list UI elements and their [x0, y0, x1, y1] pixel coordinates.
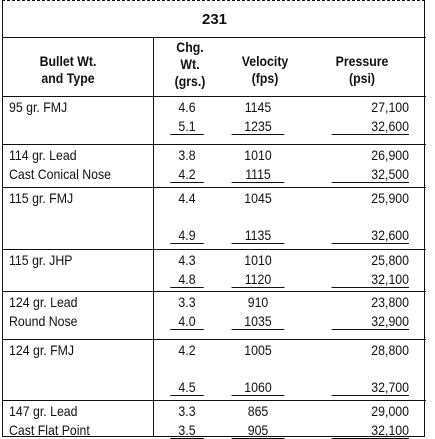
- header-bullet-line2: and Type: [41, 70, 95, 86]
- header-charge-line1: Chg.: [176, 39, 204, 55]
- bullet-label: 147 gr. Lead: [9, 403, 78, 419]
- velocity-value: 1005: [244, 342, 272, 358]
- header-velocity: [230, 53, 300, 87]
- bullet-label: 114 gr. Lead: [9, 147, 77, 163]
- header-charge: [159, 39, 221, 90]
- pressure-value: 25,900: [371, 190, 409, 206]
- row-divider: [3, 339, 426, 340]
- row-divider: [3, 187, 426, 188]
- velocity-value: 1035: [232, 313, 285, 330]
- charge-weight: 3.3: [178, 294, 196, 310]
- velocity-value: 1135: [232, 227, 285, 244]
- velocity-value: 1115: [232, 166, 285, 183]
- charge-weight: 3.5: [170, 422, 203, 439]
- charge-weight: 4.8: [170, 271, 203, 288]
- pressure-value: 26,900: [371, 147, 409, 163]
- velocity-value: 905: [232, 422, 285, 439]
- pressure-value: 32,100: [332, 271, 409, 288]
- velocity-value: 1235: [232, 118, 285, 135]
- pressure-value: 32,600: [332, 227, 409, 244]
- bullet-label: 124 gr. FMJ: [9, 342, 75, 358]
- bullet-label: 115 gr. FMJ: [9, 190, 74, 206]
- charge-weight: 4.4: [178, 190, 196, 206]
- pressure-value: 25,800: [371, 252, 409, 268]
- row-divider: [3, 400, 426, 401]
- pressure-value: 32,700: [332, 379, 409, 396]
- bullet-label: 124 gr. Lead: [9, 294, 78, 310]
- charge-weight: 3.8: [178, 147, 196, 163]
- velocity-value: 865: [247, 403, 269, 419]
- pressure-value: 23,800: [371, 294, 409, 310]
- header-charge-line3: (grs.): [174, 73, 206, 89]
- charge-weight: 5.1: [170, 118, 203, 135]
- velocity-value: 1010: [244, 252, 272, 268]
- header-charge-line2: Wt.: [180, 56, 200, 72]
- bullet-label: 115 gr. JHP: [9, 252, 73, 268]
- header-pressure-line2: (psi): [348, 70, 376, 86]
- pressure-value: 29,000: [371, 403, 409, 419]
- velocity-value: 1060: [232, 379, 285, 396]
- bullet-label: 95 gr. FMJ: [9, 99, 68, 115]
- velocity-value: 910: [247, 294, 269, 310]
- charge-weight: 4.2: [178, 342, 196, 358]
- row-divider: [3, 249, 426, 250]
- velocity-value: 1145: [244, 99, 272, 115]
- charge-weight: 4.0: [170, 313, 203, 330]
- header-bullet-line1: Bullet Wt.: [39, 53, 97, 69]
- bullet-label: Round Nose: [9, 313, 78, 329]
- velocity-value: 1045: [244, 190, 272, 206]
- header-pressure-line1: Pressure: [335, 53, 389, 69]
- charge-weight: 3.3: [178, 403, 196, 419]
- charge-weight: 4.2: [170, 166, 203, 183]
- charge-weight: 4.6: [178, 99, 196, 115]
- header-velocity-line2: (fps): [251, 70, 279, 86]
- velocity-value: 1120: [232, 271, 285, 288]
- column-divider: [153, 37, 154, 436]
- pressure-value: 32,900: [332, 313, 409, 330]
- charge-weight: 4.3: [178, 252, 196, 268]
- row-divider: [3, 291, 426, 292]
- bullet-label: Cast Conical Nose: [9, 166, 112, 182]
- pressure-value: 32,100: [332, 422, 409, 439]
- bullet-label: Cast Flat Point: [9, 422, 90, 438]
- table-header: [3, 37, 426, 97]
- header-velocity-line1: Velocity: [241, 53, 289, 69]
- pressure-value: 27,100: [371, 99, 409, 115]
- velocity-value: 1010: [244, 147, 272, 163]
- header-bullet: [20, 53, 117, 87]
- pressure-value: 32,500: [332, 166, 409, 183]
- charge-weight: 4.5: [170, 379, 203, 396]
- pressure-value: 32,600: [332, 118, 409, 135]
- load-data-table: [2, 0, 425, 437]
- pressure-value: 28,800: [371, 342, 409, 358]
- charge-weight: 4.9: [170, 227, 203, 244]
- row-divider: [3, 144, 426, 145]
- header-pressure: [315, 53, 408, 87]
- page-number: 231: [3, 1, 426, 38]
